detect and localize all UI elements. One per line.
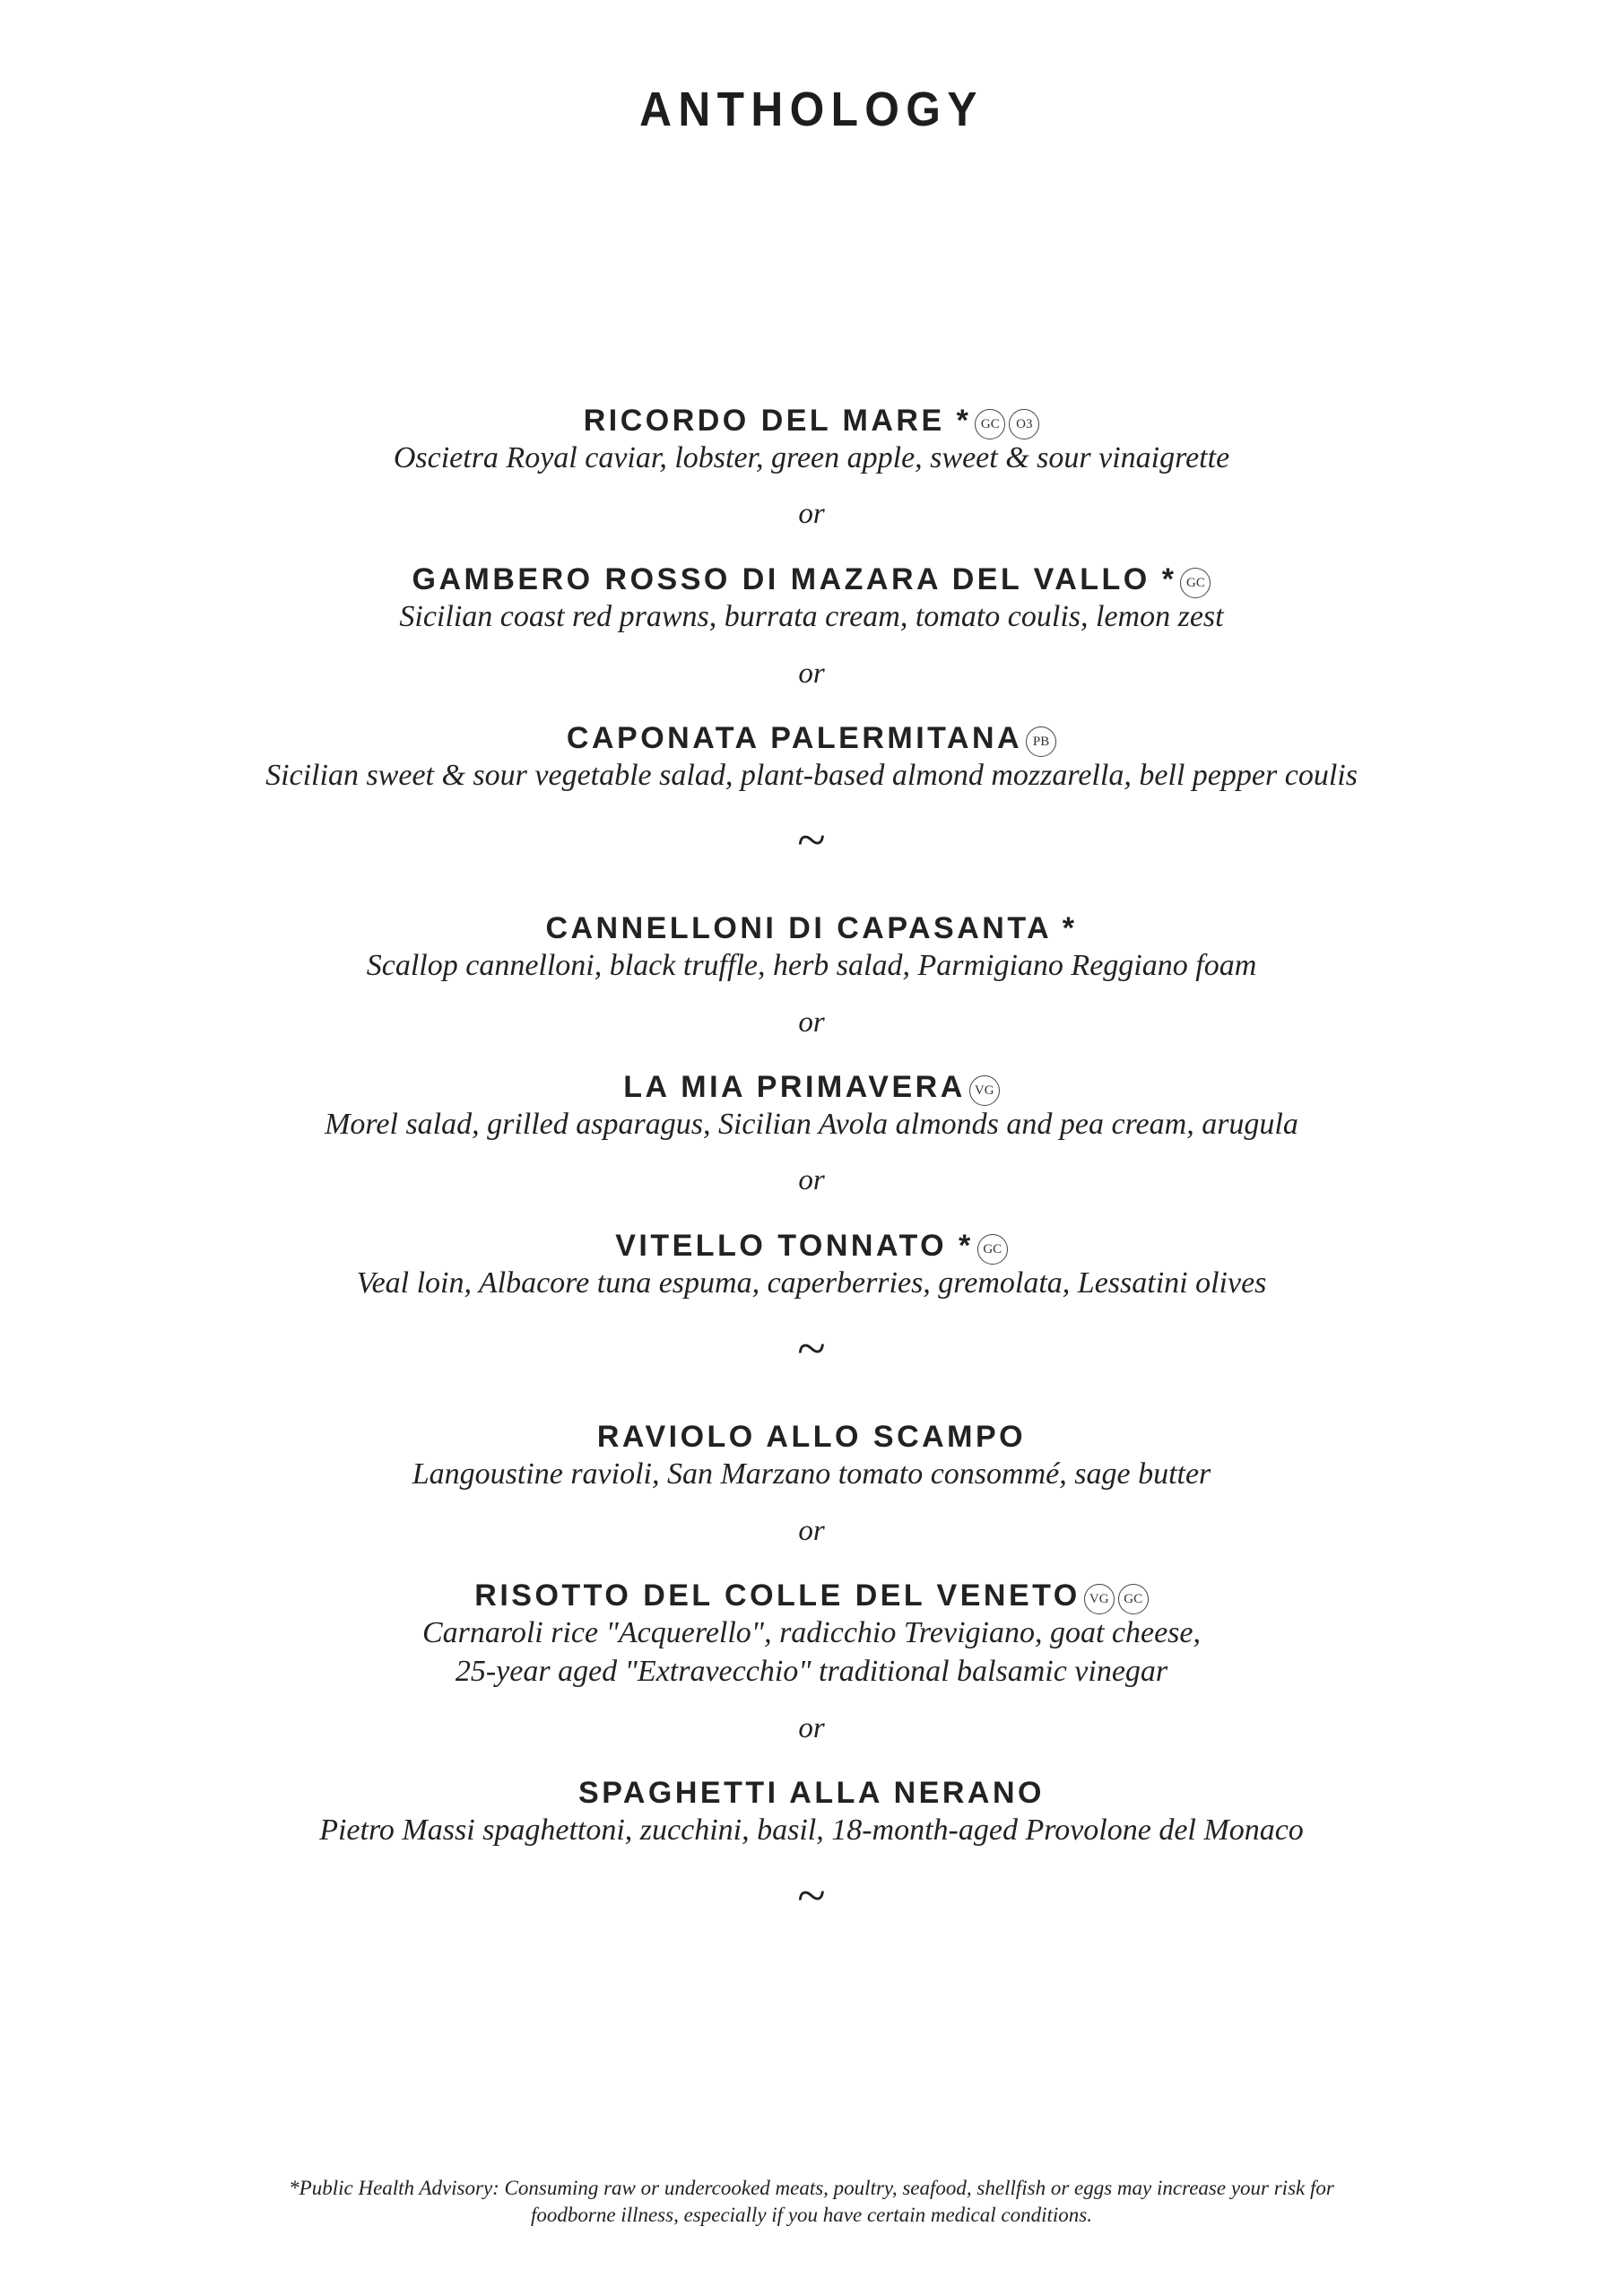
or-separator: or bbox=[798, 657, 825, 690]
dish-name: RICORDO DEL MARE * GC O3 bbox=[0, 405, 1623, 439]
dish-description: Oscietra Royal caviar, lobster, green apple, sweet & sour vinaigrette bbox=[393, 441, 1230, 474]
dish-name: RAVIOLO ALLO SCAMPO bbox=[596, 1420, 1027, 1454]
dish-description: Langoustine ravioli, San Marzano tomato consommé, sage butter bbox=[412, 1457, 1211, 1491]
course-divider-icon: ~ bbox=[797, 1319, 826, 1378]
gc-badge-icon: GC bbox=[975, 409, 1005, 439]
health-advisory: *Public Health Advisory: Consuming raw or undercooked meats, poultry, seafood, shellfish or eggs may increase your risk for bbox=[289, 2177, 1334, 2199]
or-separator: or bbox=[798, 1712, 825, 1744]
dish-name: CANNELLONI DI CAPASANTA * bbox=[545, 911, 1078, 945]
gc-badge-icon: GC bbox=[1118, 1584, 1149, 1614]
dish-name: LA MIA PRIMAVERA VG bbox=[0, 1072, 1623, 1106]
dish-name: SPAGHETTI ALLA NERANO bbox=[578, 1776, 1045, 1810]
gc-badge-icon: GC bbox=[1180, 568, 1211, 598]
dish-description: Veal loin, Albacore tuna espuma, caperberries, gremolata, Lessatini olives bbox=[356, 1266, 1267, 1300]
dish-name: GAMBERO ROSSO DI MAZARA DEL VALLO * GC bbox=[0, 564, 1623, 598]
pb-badge-icon: PB bbox=[1026, 726, 1056, 757]
dish-description: Pietro Massi spaghettoni, zucchini, basil, 18-month-aged Provolone del Monaco bbox=[319, 1813, 1304, 1847]
o3-badge-icon: O3 bbox=[1009, 409, 1039, 439]
or-separator: or bbox=[798, 1164, 825, 1196]
course-divider-icon: ~ bbox=[797, 811, 826, 869]
dish-name: RISOTTO DEL COLLE DEL VENETO VG GC bbox=[0, 1580, 1623, 1614]
vg-badge-icon: VG bbox=[969, 1075, 1000, 1106]
vg-badge-icon: VG bbox=[1084, 1584, 1115, 1614]
dish-description: Sicilian sweet & sour vegetable salad, plant-based almond mozzarella, bell pepper coulis bbox=[265, 759, 1358, 792]
dish-description: Sicilian coast red prawns, burrata cream, tomato coulis, lemon zest bbox=[399, 600, 1224, 633]
dish-description: Morel salad, grilled asparagus, Sicilian Avola almonds and pea cream, arugula bbox=[325, 1108, 1298, 1141]
or-separator: or bbox=[798, 1006, 825, 1039]
health-advisory: foodborne illness, especially if you have certain medical conditions. bbox=[531, 2204, 1092, 2226]
page-title: ANTHOLOGY bbox=[639, 83, 984, 136]
or-separator: or bbox=[798, 498, 825, 530]
gc-badge-icon: GC bbox=[977, 1234, 1008, 1265]
or-separator: or bbox=[798, 1515, 825, 1547]
course-divider-icon: ~ bbox=[797, 1866, 826, 1925]
dish-description: 25-year aged "Extravecchio" traditional balsamic vinegar bbox=[455, 1655, 1168, 1688]
dish-description: Carnaroli rice "Acquerello", radicchio Trevigiano, goat cheese, bbox=[421, 1616, 1201, 1649]
dish-name: VITELLO TONNATO * GC bbox=[0, 1231, 1623, 1265]
dish-description: Scallop cannelloni, black truffle, herb salad, Parmigiano Reggiano foam bbox=[366, 949, 1257, 982]
dish-name: CAPONATA PALERMITANA PB bbox=[0, 723, 1623, 757]
